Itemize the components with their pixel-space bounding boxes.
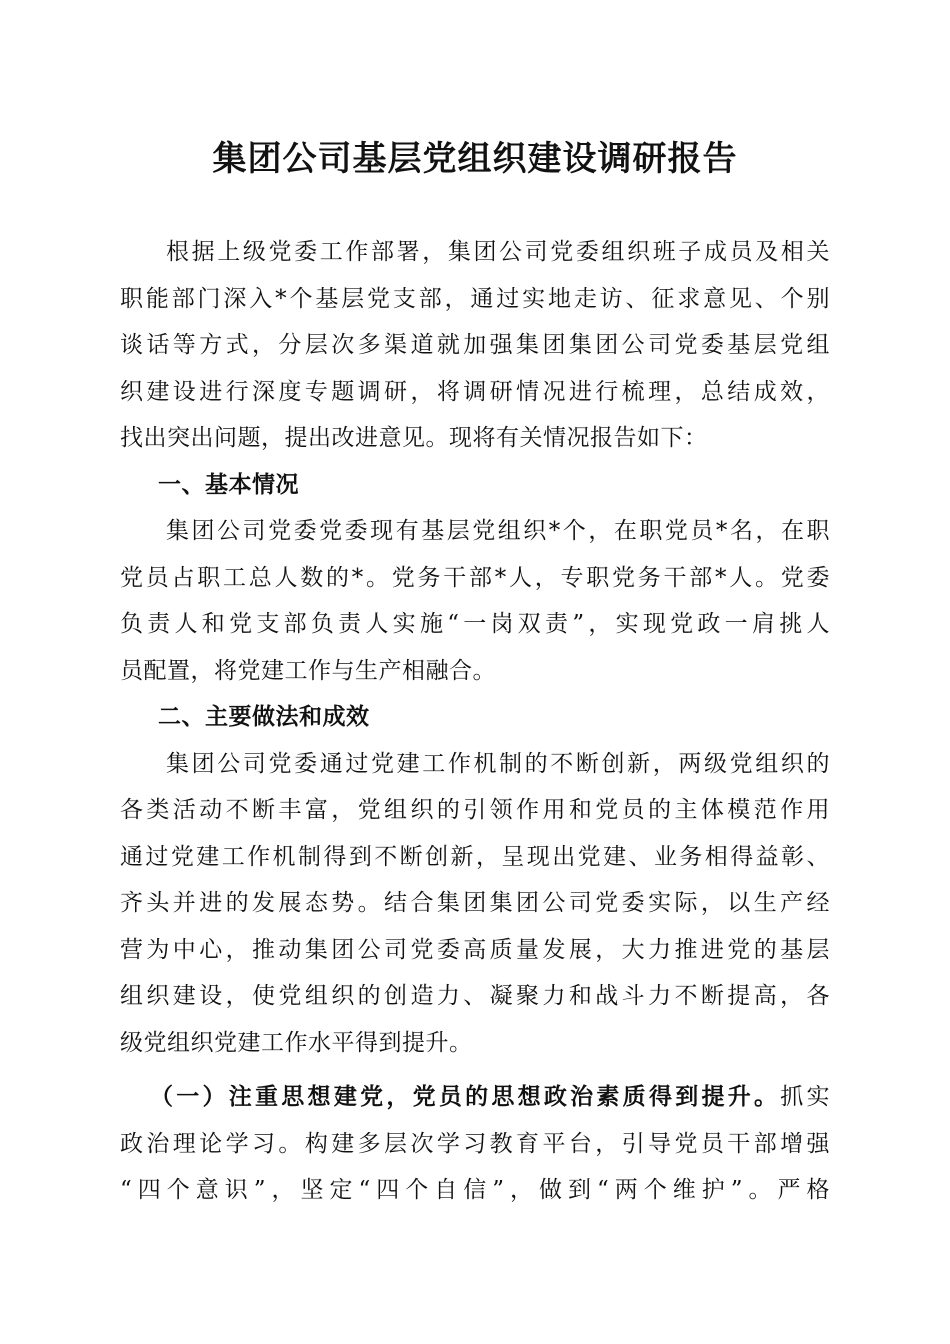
document-body [120, 229, 830, 1214]
subsection1-lead-tail: 抓实 [780, 1084, 831, 1110]
section2-line-4: 齐头并进的发展态势。结合集团集团公司党委实际，以生产经 [120, 890, 830, 916]
subsection1-line-1 [120, 1074, 830, 1121]
intro-line-2: 职能部门深入*个基层党支部，通过实地走访、征求意见、个别 [120, 285, 830, 312]
intro-line-1: 根据上级党委工作部署，集团公司党委组织班子成员及相关 [166, 239, 830, 265]
section2-line-2: 各类活动不断丰富，党组织的引领作用和党员的主体模范作用 [120, 797, 830, 823]
section2-line-3: 通过党建工作机制得到不断创新，呈现出党建、业务相得益彰、 [120, 843, 830, 870]
intro-line-3: 谈话等方式，分层次多渠道就加强集团集团公司党委基层党组 [120, 332, 830, 358]
section2-line-6: 组织建设，使党组织的创造力、凝聚力和战斗力不断提高，各 [120, 983, 830, 1009]
subsection1-lead: （一）注重思想建党，党员的思想政治素质得到提升。 [150, 1083, 781, 1110]
section-heading-basic: 一、基本情况 [158, 471, 299, 498]
section1-line-2: 党员占职工总人数的*。党务干部*人，专职党务干部*人。党委 [120, 564, 830, 591]
section1-line-1: 集团公司党委党委现有基层党组织*个，在职党员*名，在职 [166, 518, 830, 544]
section2-line-5: 营为中心，推动集团公司党委高质量发展，大力推进党的基层 [120, 936, 830, 963]
intro-line-5: 找出突出问题，提出改进意见。现将有关情况报告如下： [120, 425, 708, 451]
document-title: 集团公司基层党组织建设调研报告 [212, 139, 738, 179]
paragraph-gap [120, 1066, 830, 1074]
section2-line-7: 级党组织党建工作水平得到提升。 [120, 1029, 473, 1056]
intro-line-4: 织建设进行深度专题调研，将调研情况进行梳理，总结成效， [120, 378, 830, 405]
section2-line-1: 集团公司党委通过党建工作机制的不断创新，两级党组织的 [166, 750, 830, 777]
section1-line-4: 员配置，将党建工作与生产相融合。 [120, 657, 496, 684]
subsection1-line-2: 政治理论学习。构建多层次学习教育平台，引导党员干部增强 [120, 1130, 830, 1157]
subsection1-line-3: “四个意识”，坚定“四个自信”，做到“两个维护”。严格 [120, 1177, 830, 1203]
section1-line-3: 负责人和党支部负责人实施“一岗双责”，实现党政一肩挑人 [120, 611, 830, 637]
section-heading-practices: 二、主要做法和成效 [158, 704, 370, 730]
